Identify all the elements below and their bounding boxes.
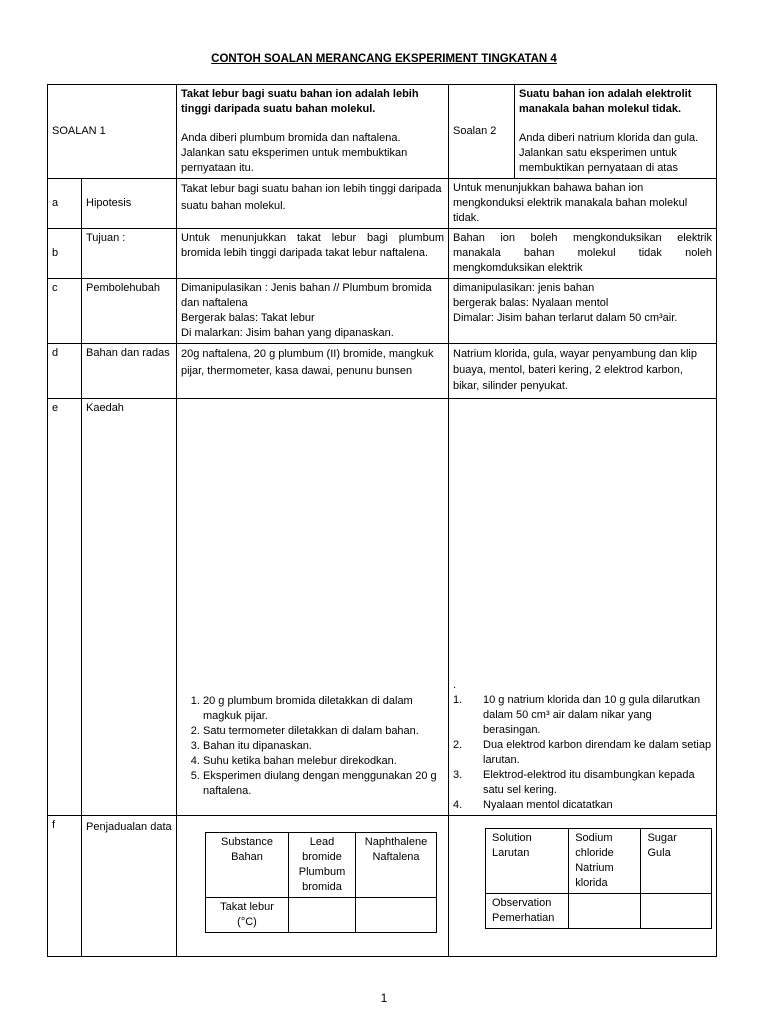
tujuan-q2: Bahan ion boleh mengkonduksikan elektrik manakala bahan molekul tidak noleh mengkomduksikan elektrik: [449, 229, 717, 279]
responding-variable: bergerak balas: Nyalaan mentol: [453, 297, 609, 309]
row-hipotesis: [48, 179, 717, 229]
page-number: 1: [380, 991, 388, 1005]
row-letter: e: [48, 399, 82, 816]
table-row-label: Takat lebur (°C): [206, 898, 289, 933]
bahan-q1: 20g naftalena, 20 g plumbum (II) bromide, mangkuk pijar, thermometer, kasa dawai, penunu bunsen: [177, 344, 449, 399]
stray-dot: .: [453, 679, 457, 691]
experiment-table: [47, 84, 717, 957]
table-cell: [356, 898, 437, 933]
manipulated-variable: dimanipulasikan: jenis bahan: [453, 282, 595, 294]
constant-variable: Di malarkan: Jisim bahan yang dipanaskan.: [181, 327, 394, 339]
list-item: 3. Bahan itu dipanaskan.: [203, 739, 444, 754]
row-penjadualan: [48, 816, 717, 957]
page-title: CONTOH SOALAN MERANCANG EKSPERIMENT TINGKATAN 4: [211, 53, 557, 65]
row-label: Bahan dan radas: [82, 344, 177, 399]
row-kaedah: [48, 399, 717, 816]
row-pembolehubah: [48, 279, 717, 344]
list-item: 2. Dua elektrod karbon direndam ke dalam setiap larutan.: [453, 739, 712, 766]
penjadualan-q1: [177, 816, 449, 957]
table-header: Solution Larutan: [486, 829, 569, 894]
row-tujuan: [48, 229, 717, 279]
kaedah-q1-list: [181, 694, 444, 799]
row-letter: c: [48, 279, 82, 344]
table-header: Substance Bahan: [206, 833, 289, 898]
data-table-observation: [485, 828, 712, 929]
tujuan-q1: Untuk menunjukkan takat lebur bagi plumbum bromida lebih tinggi daripada takat lebur naftalena.: [177, 229, 449, 279]
row-bahan-radas: [48, 344, 717, 399]
data-table-melting-point: [205, 832, 437, 933]
table-row-label: Observation Pemerhatian: [486, 894, 569, 929]
soalan1-label: SOALAN 1: [48, 85, 177, 179]
list-item: 2. Satu termometer diletakkan di dalam bahan.: [203, 724, 444, 739]
table-header: Naphthalene Naftalena: [356, 833, 437, 898]
table-header: Lead bromide Plumbum bromida: [289, 833, 356, 898]
bahan-q2: Natrium klorida, gula, wayar penyambung dan klip buaya, mentol, bateri kering, 2 elektrod karbon, bikar, silinder penyukat.: [449, 344, 717, 399]
list-item: 3. Elektrod-elektrod itu disambungkan kepada satu sel kering.: [453, 769, 695, 796]
row-letter: f: [48, 816, 82, 957]
soalan1-text-cell: [177, 85, 449, 179]
row-letter: a: [48, 179, 82, 229]
row-label: Hipotesis: [82, 179, 177, 229]
constant-variable: Dimalar: Jisim bahan terlarut dalam 50 cm³air.: [453, 312, 678, 324]
row-label: Tujuan :: [82, 229, 177, 279]
soalan2-text-cell: [515, 85, 717, 179]
soalan2-label: Soalan 2: [449, 85, 515, 179]
table-cell: [569, 894, 641, 929]
soalan1-task: Anda diberi plumbum bromida dan naftalena. Jalankan satu eksperimen untuk membuktikan pernyataan itu.: [181, 132, 408, 174]
table-cell: [641, 894, 712, 929]
row-letter: d: [48, 344, 82, 399]
list-item: 1. 10 g natrium klorida dan 10 g gula dilarutkan dalam 50 cm³ air dalam nikar yang berasingan.: [453, 694, 701, 736]
pembolehubah-q2: [449, 279, 717, 344]
hipotesis-q2: Untuk menunjukkan bahawa bahan ion mengkonduksi elektrik manakala bahan molekul tidak.: [449, 179, 717, 229]
pembolehubah-q1: [177, 279, 449, 344]
row-letter: b: [48, 229, 82, 279]
question-header-row: [48, 85, 717, 179]
kaedah-q2: [449, 399, 717, 816]
responding-variable: Bergerak balas: Takat lebur: [181, 312, 315, 324]
table-header: Sugar Gula: [641, 829, 712, 894]
penjadualan-q2: [449, 816, 717, 957]
soalan1-statement: Takat lebur bagi suatu bahan ion adalah lebih tinggi daripada suatu bahan molekul.: [181, 88, 419, 115]
list-item: 4. Nyalaan mentol dicatatkan: [453, 799, 613, 811]
kaedah-q1: [177, 399, 449, 816]
list-item: 1. 20 g plumbum bromida diletakkan di dalam magkuk pijar.: [203, 694, 444, 724]
row-label: Pembolehubah: [82, 279, 177, 344]
soalan2-task: Anda diberi natrium klorida dan gula. Jalankan satu eksperimen untuk membuktikan pernyataan di atas: [519, 132, 699, 174]
list-item: 5. Eksperimen diulang dengan menggunakan 20 g naftalena.: [203, 769, 444, 799]
hipotesis-q1: Takat lebur bagi suatu bahan ion lebih tinggi daripada suatu bahan molekul.: [177, 179, 449, 229]
row-label: Penjadualan data: [82, 816, 177, 957]
table-cell: [289, 898, 356, 933]
row-label: Kaedah: [82, 399, 177, 816]
manipulated-variable: Dimanipulasikan : Jenis bahan // Plumbum bromida dan naftalena: [181, 282, 432, 309]
list-item: 4. Suhu ketika bahan melebur direkodkan.: [203, 754, 444, 769]
soalan2-statement: Suatu bahan ion adalah elektrolit manakala bahan molekul tidak.: [519, 88, 692, 115]
table-header: Sodium chloride Natrium klorida: [569, 829, 641, 894]
